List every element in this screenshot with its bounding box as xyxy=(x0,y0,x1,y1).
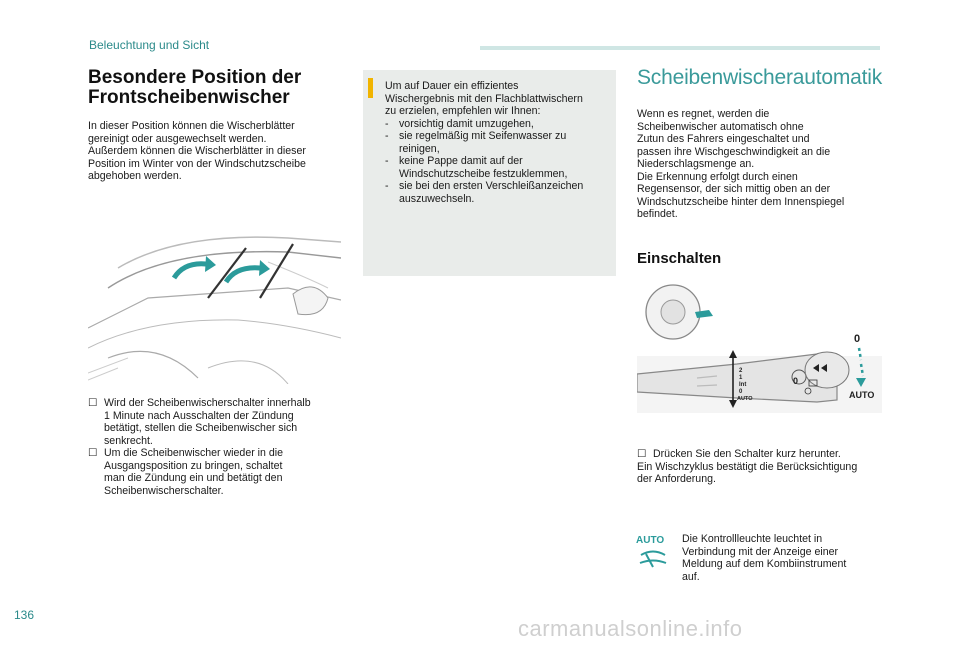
info-item: - sie bei den ersten Verschleißanzeichen auszuwechseln. xyxy=(385,180,584,205)
lever-scale-2: 2 xyxy=(739,368,743,374)
left-title: Besondere Position der Frontscheibenwischer xyxy=(88,67,302,108)
info-text: Um auf Dauer ein effizientes Wischergebnis mit den Flachblattwischern zu erzielen, empfehlen wir Ihnen: - vorsichtig damit umzugehen, - sie regelmäßig mit Seifenwasser zu reinigen, - keine Pappe damit auf der Windschutzscheibe festzuklemmen, - sie bei den ersten Verschleißanzeichen auszuwechseln. xyxy=(385,80,611,205)
left-intro: In dieser Position können die Wischerblätter gereinigt oder ausgewechselt werden. Außerdem können die Wischerblätter in dieser Position im Winter von der Windschutzscheibe abgehoben werden. xyxy=(88,120,306,182)
info-item: - vorsichtig damit umzugehen, xyxy=(385,117,534,130)
windshield-illustration xyxy=(88,228,341,384)
header-rule xyxy=(480,46,880,50)
lever-scale-0: 0 xyxy=(739,389,743,395)
page-number: 136 xyxy=(14,608,35,622)
info-accent-bar xyxy=(368,78,373,98)
right-intro: Wenn es regnet, werden die Scheibenwischer automatisch ohne Zutun des Fahrers eingeschaltet und passen ihre Wischgeschwindigkeit an die Niederschlagsmenge an. Die Erkennung erfolgt durch einen Regensensor, der sich mittig oben an der Windschutzscheibe hinter dem Innenspiegel befindet. xyxy=(637,108,845,220)
step-item: ☐ Drücken Sie den Schalter kurz herunter. xyxy=(637,448,841,460)
indicator-text: Die Kontrollleuchte leuchtet in Verbindung mit der Anzeige einer Meldung auf dem Kombiinstrument auf. xyxy=(682,533,847,583)
info-item: - keine Pappe damit auf der Windschutzscheibe festzuklemmen, xyxy=(385,155,568,180)
lever-scale-int: Int xyxy=(739,382,747,388)
auto-indicator-label: AUTO xyxy=(636,535,665,546)
lever-scale-1: 1 xyxy=(739,375,743,381)
wiper-warning-icon xyxy=(638,549,668,571)
lever-auto-label: AUTO xyxy=(849,390,875,400)
step-item: ☐ Wird der Scheibenwischerschalter innerhalb 1 Minute nach Ausschalten der Zündung betätigt, stellen die Scheibenwischer sich senkrecht. xyxy=(88,397,311,447)
watermark: carmanualsonline.info xyxy=(518,616,743,641)
step-item: ☐ Um die Scheibenwischer wieder in die Ausgangsposition zu bringen, schaltet man die Zündung ein und betätigt den Scheibenwischerschalter. xyxy=(88,447,284,497)
lever-ring-zero: 0 xyxy=(793,376,799,386)
checkbox-bullet-icon: ☐ xyxy=(88,447,98,459)
section-label: Beleuchtung und Sicht xyxy=(89,38,210,52)
subtitle-einschalten: Einschalten xyxy=(637,250,722,267)
left-steps xyxy=(88,397,353,497)
steering-wheel-icon xyxy=(646,285,713,339)
wiper-lever-illustration xyxy=(637,282,882,415)
checkbox-bullet-icon: ☐ xyxy=(637,448,647,460)
lever-scale-auto: AUTO xyxy=(737,396,753,402)
info-item: - sie regelmäßig mit Seifenwasser zu reinigen, xyxy=(385,130,567,155)
right-step: ☐ Drücken Sie den Schalter kurz herunter. Ein Wischzyklus bestätigt die Berücksichtigung der Anforderung. xyxy=(637,448,917,486)
checkbox-bullet-icon: ☐ xyxy=(88,397,98,409)
lever-zero-label: 0 xyxy=(854,333,861,345)
right-title: Scheibenwischerautomatik xyxy=(637,66,882,89)
